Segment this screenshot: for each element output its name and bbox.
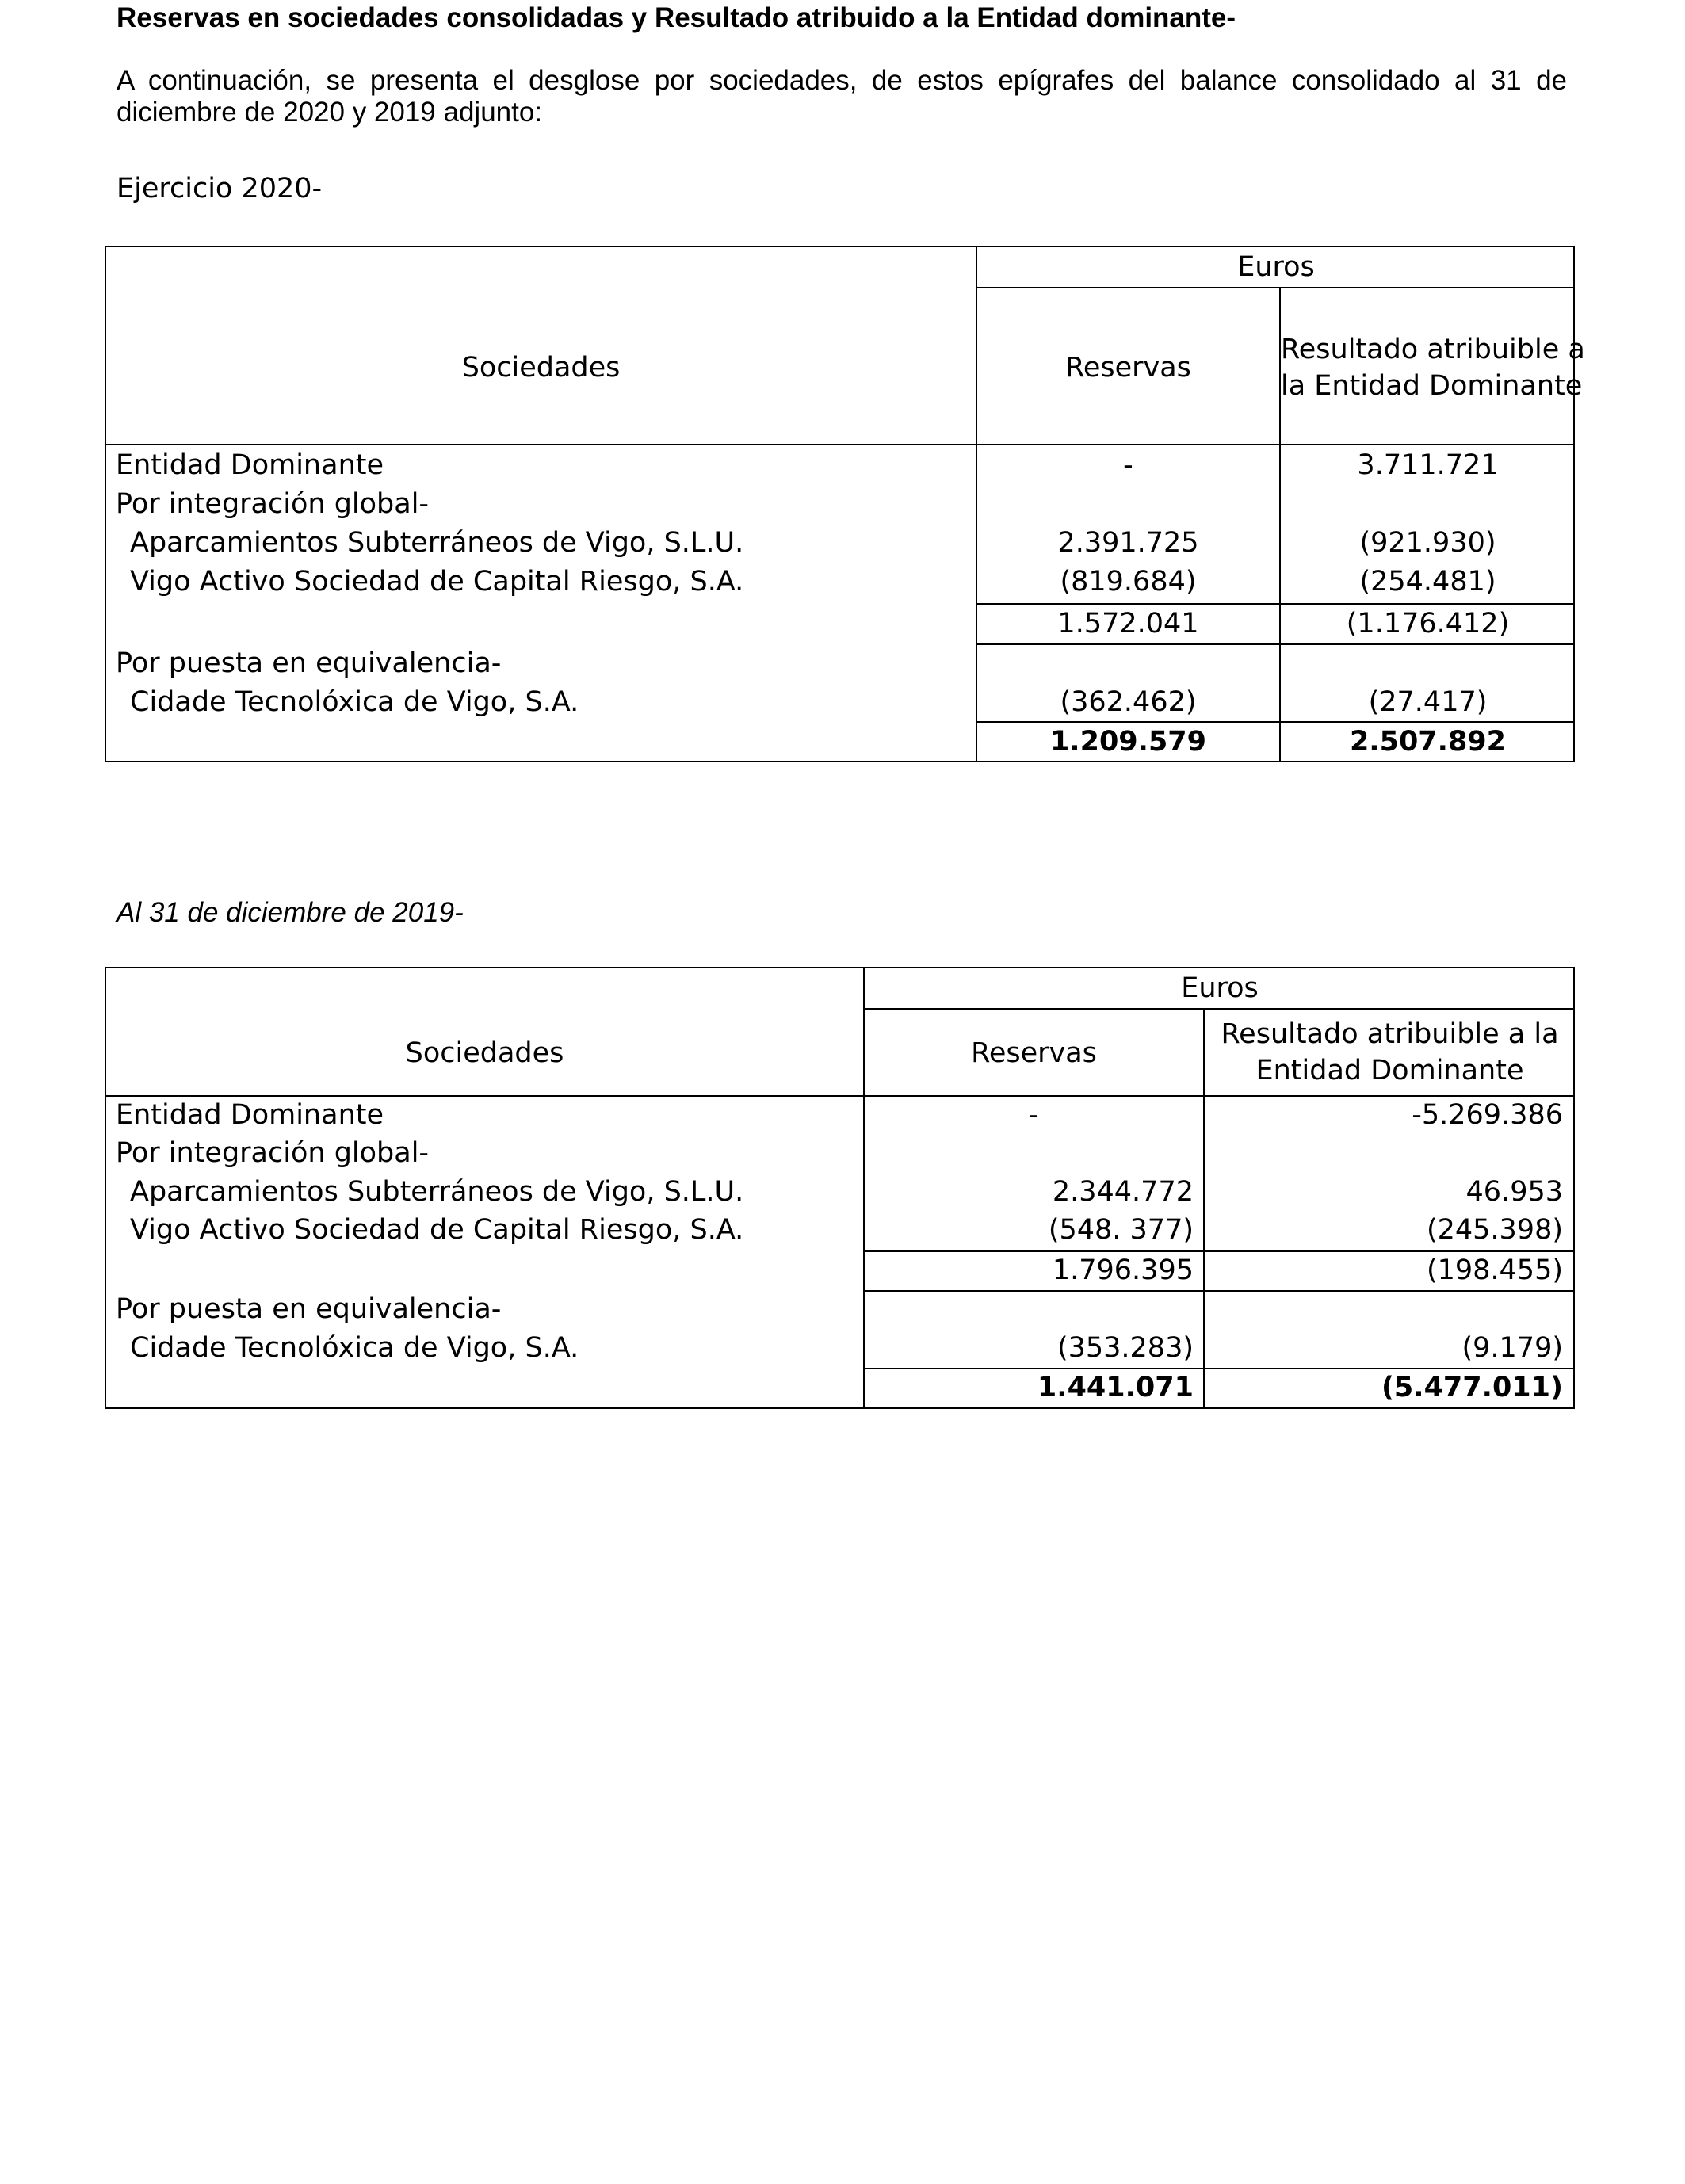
table-2019: [105, 967, 1575, 1409]
row-cidade-resultado: (27.417): [1368, 686, 1488, 718]
row-entidad-dominante-reservas: -: [1029, 1099, 1039, 1131]
row-vigo-activo-resultado: (254.481): [1359, 566, 1496, 598]
header-resultado-line1: Resultado atribuible a: [1281, 334, 1585, 365]
table-2020-label: Ejercicio 2020-: [117, 173, 323, 204]
row-entidad-dominante-resultado: 3.711.721: [1357, 449, 1499, 481]
row-total-resultado: 2.507.892: [1349, 726, 1507, 758]
header-reservas: Reservas: [1065, 352, 1191, 384]
row-vigo-activo-name: Vigo Activo Sociedad de Capital Riesgo, S.A.: [130, 566, 744, 598]
row-cidade-resultado: (9.179): [1461, 1332, 1563, 1364]
row-vigo-activo-reservas: (548. 377): [1048, 1214, 1194, 1246]
intro-line-1: A continuación, se presenta el desglose por sociedades, de estos epígrafes del balance consolidado al 31 de: [117, 65, 1567, 96]
header-resultado-line2: la Entidad Dominante: [1281, 370, 1583, 402]
row-cidade-name: Cidade Tecnolóxica de Vigo, S.A.: [130, 1332, 579, 1364]
row-subtotal-reservas: 1.572.041: [1057, 608, 1199, 640]
row-subtotal-resultado: (198.455): [1426, 1254, 1563, 1286]
table-2019-label: Al 31 de diciembre de 2019-: [117, 897, 464, 928]
row-entidad-dominante-name: Entidad Dominante: [116, 1099, 384, 1131]
row-integracion-title: Por integración global-: [116, 488, 430, 520]
row-aparcamientos-reservas: 2.391.725: [1057, 527, 1199, 559]
row-total-resultado: (5.477.011): [1381, 1372, 1563, 1403]
row-aparcamientos-resultado: 46.953: [1465, 1176, 1563, 1208]
section-heading: Reservas en sociedades consolidadas y Resultado atribuido a la Entidad dominante-: [117, 2, 1236, 33]
intro-paragraph: [117, 65, 1567, 128]
row-subtotal-resultado: (1.176.412): [1346, 608, 1510, 640]
row-total-reservas: 1.441.071: [1037, 1372, 1194, 1403]
header-sociedades: Sociedades: [461, 352, 621, 384]
row-entidad-dominante-name: Entidad Dominante: [116, 449, 384, 481]
table-2020: [105, 246, 1585, 762]
row-aparcamientos-resultado: (921.930): [1359, 527, 1496, 559]
header-sociedades: Sociedades: [405, 1037, 564, 1069]
header-resultado-line1: Resultado atribuible a la: [1221, 1018, 1559, 1050]
header-group-euros: Euros: [1237, 251, 1315, 283]
row-equivalencia-title: Por puesta en equivalencia-: [116, 1293, 502, 1325]
intro-line-2: diciembre de 2020 y 2019 adjunto:: [117, 97, 543, 128]
header-resultado-line2: Entidad Dominante: [1255, 1055, 1524, 1086]
row-vigo-activo-reservas: (819.684): [1060, 566, 1197, 598]
row-entidad-dominante-reservas: -: [1123, 449, 1133, 481]
header-reservas: Reservas: [971, 1037, 1097, 1069]
header-group-euros: Euros: [1181, 972, 1259, 1004]
row-cidade-name: Cidade Tecnolóxica de Vigo, S.A.: [130, 686, 579, 718]
row-vigo-activo-name: Vigo Activo Sociedad de Capital Riesgo, S.A.: [130, 1214, 744, 1246]
row-entidad-dominante-resultado: -5.269.386: [1412, 1099, 1563, 1131]
row-subtotal-reservas: 1.796.395: [1052, 1254, 1194, 1286]
row-aparcamientos-reservas: 2.344.772: [1052, 1176, 1194, 1208]
row-integracion-title: Por integración global-: [116, 1137, 430, 1169]
row-total-reservas: 1.209.579: [1049, 726, 1207, 758]
row-equivalencia-title: Por puesta en equivalencia-: [116, 647, 502, 679]
row-cidade-reservas: (362.462): [1060, 686, 1197, 718]
row-aparcamientos-name: Aparcamientos Subterráneos de Vigo, S.L.U.: [130, 1176, 744, 1208]
row-cidade-reservas: (353.283): [1056, 1332, 1194, 1364]
row-vigo-activo-resultado: (245.398): [1426, 1214, 1563, 1246]
row-aparcamientos-name: Aparcamientos Subterráneos de Vigo, S.L.U.: [130, 527, 744, 559]
